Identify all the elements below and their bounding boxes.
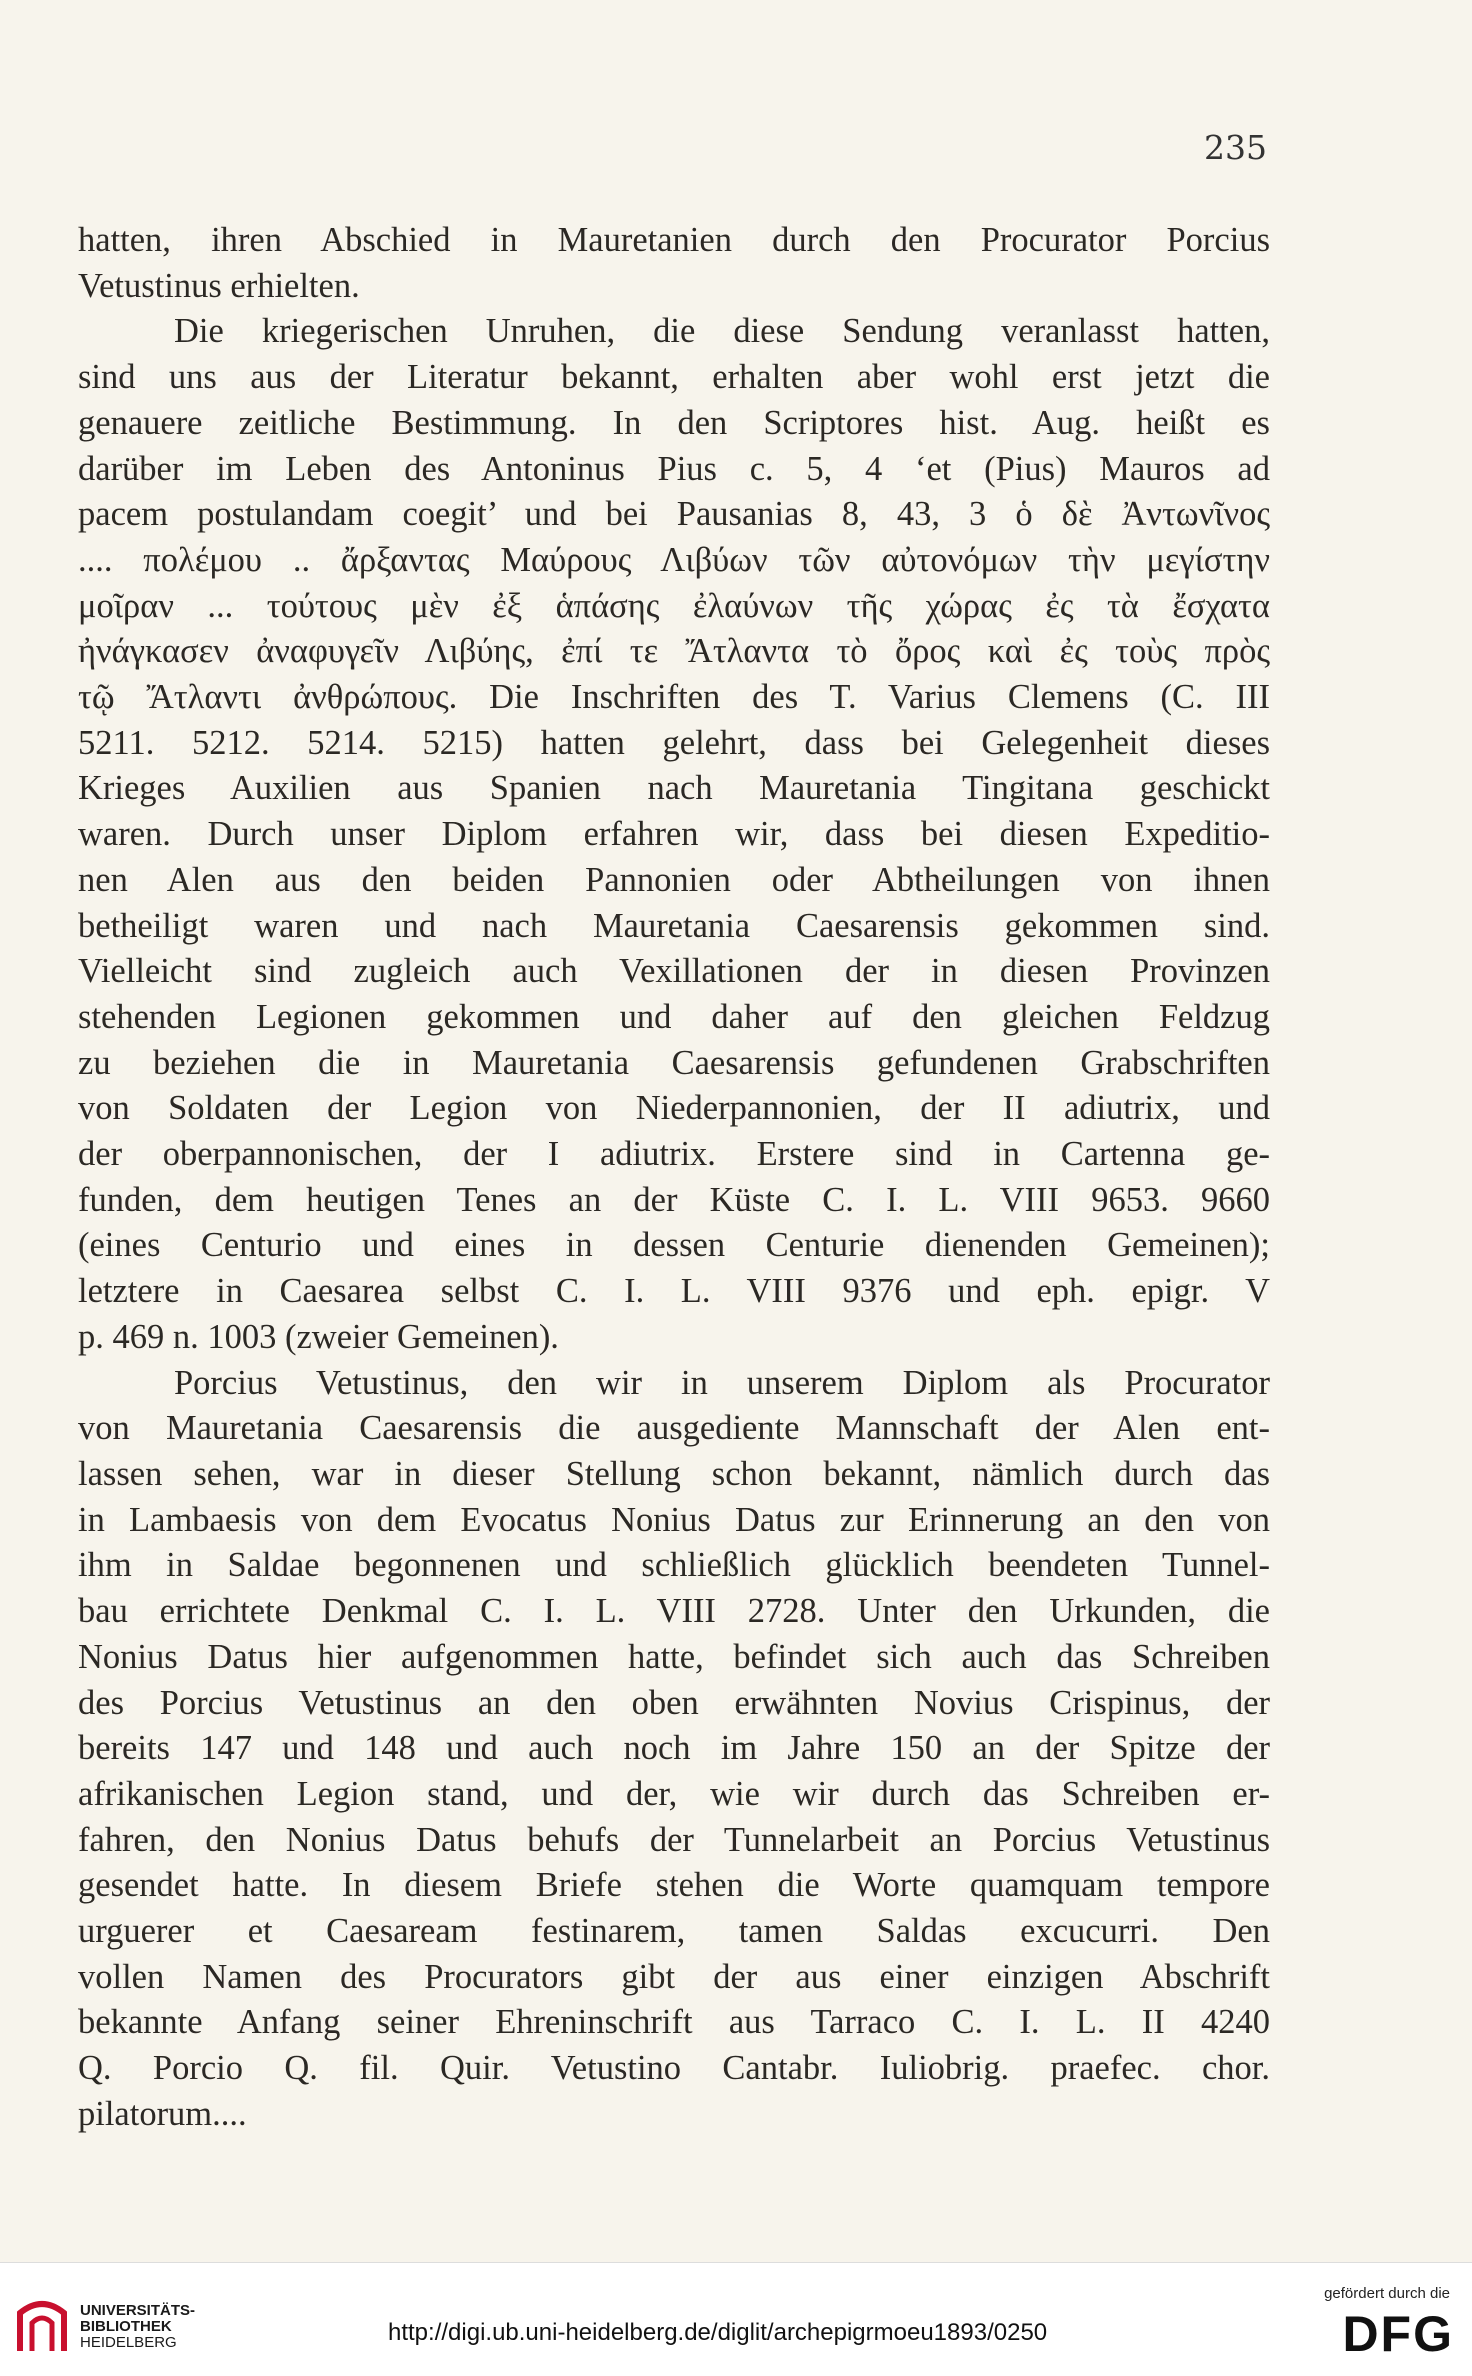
text-line: nen Alen aus den beiden Pannonien oder Abtheilungen von ihnen	[78, 860, 1270, 899]
text-line: bereits 147 und 148 und auch noch im Jahre 150 an der Spitze der	[78, 1729, 1270, 1768]
text-line: lassen sehen, war in dieser Stellung schon bekannt, nämlich durch das	[78, 1454, 1270, 1493]
text-line: afrikanischen Legion stand, und der, wie wir durch das Schreiben er-	[78, 1774, 1270, 1813]
text-line: hatten, ihren Abschied in Mauretanien durch den Procurator Porcius	[78, 221, 1270, 259]
text-line: μοῖραν ... τούτους μὲν ἐξ ἁπάσης ἐλαύνων τῆς χώρας ἐς τὰ ἔσχατα	[78, 586, 1270, 625]
library-name-line1: UNIVERSITÄTS-	[80, 2302, 196, 2319]
text-line: τῷ Ἄτλαντι ἀνθρώπους. Die Inschriften des T. Varius Clemens (C. III	[78, 678, 1270, 717]
text-line: pilatorum....	[78, 2094, 247, 2133]
dfg-logo[interactable]: DFG	[1342, 2306, 1454, 2362]
text-line: bekannte Anfang seiner Ehreninschrift aus Tarraco C. I. L. II 4240	[78, 2003, 1270, 2042]
library-name-line3: HEIDELBERG	[80, 2334, 177, 2351]
text-line: .... πολέμου .. ἄρξαντας Μαύρους Λιβύων τῶν αὐτονόμων τὴν μεγίστην	[78, 540, 1270, 579]
funded-by-label: gefördert durch die	[1324, 2285, 1450, 2302]
text-line: p. 469 n. 1003 (zweier Gemeinen).	[78, 1317, 559, 1356]
text-line: zu beziehen die in Mauretania Caesarensis gefundenen Grabschriften	[78, 1043, 1270, 1082]
text-line: Vielleicht sind zugleich auch Vexillationen der in diesen Provinzen	[78, 952, 1270, 991]
text-line: von Mauretania Caesarensis die ausgediente Mannschaft der Alen ent-	[78, 1409, 1270, 1448]
page-number: 235	[1204, 128, 1267, 167]
text-line: darüber im Leben des Antoninus Pius c. 5, 4 ‘et (Pius) Mauros ad	[78, 449, 1270, 488]
text-line: letztere in Caesarea selbst C. I. L. VIII 9376 und eph. epigr. V	[78, 1272, 1270, 1311]
university-library-logo-icon[interactable]	[12, 2293, 72, 2357]
text-line: pacem postulandam coegit’ und bei Pausanias 8, 43, 3 ὁ δὲ Ἀντωνῖνος	[78, 495, 1270, 534]
text-line: 5211. 5212. 5214. 5215) hatten gelehrt, dass bei Gelegenheit dieses	[78, 723, 1270, 762]
text-line: Q. Porcio Q. fil. Quir. Vetustino Cantabr. Iuliobrig. praefec. chor.	[78, 2049, 1270, 2088]
text-line: genauere zeitliche Bestimmung. In den Scriptores hist. Aug. heißt es	[78, 403, 1270, 442]
text-line: stehenden Legionen gekommen und daher auf den gleichen Feldzug	[78, 997, 1270, 1036]
text-line: ἠνάγκασεν ἀναφυγεῖν Λιβύης, ἐπί τε Ἄτλαντα τὸ ὄρος καὶ ἐς τοὺς πρὸς	[78, 632, 1270, 671]
text-line: gesendet hatte. In diesem Briefe stehen die Worte quamquam tempore	[78, 1866, 1270, 1905]
library-name-line2: BIBLIOTHEK	[80, 2318, 172, 2335]
text-line: Krieges Auxilien aus Spanien nach Mauretania Tingitana geschickt	[78, 769, 1270, 808]
text-line: fahren, den Nonius Datus behufs der Tunnelarbeit an Porcius Vetustinus	[78, 1820, 1270, 1859]
text-line: der oberpannonischen, der I adiutrix. Erstere sind in Cartenna ge-	[78, 1135, 1270, 1174]
text-line: sind uns aus der Literatur bekannt, erhalten aber wohl erst jetzt die	[78, 358, 1270, 397]
text-line: waren. Durch unser Diplom erfahren wir, dass bei diesen Expeditio-	[78, 815, 1270, 854]
footer-bar	[0, 2262, 1472, 2376]
text-line: urguerer et Caesaream festinarem, tamen Saldas excucurri. Den	[78, 1912, 1270, 1951]
text-line: des Porcius Vetustinus an den oben erwähnten Novius Crispinus, der	[78, 1683, 1270, 1722]
body-text	[78, 218, 1270, 2138]
text-line: Die kriegerischen Unruhen, die diese Sendung veranlasst hatten,	[174, 312, 1270, 351]
text-line: (eines Centurio und eines in dessen Centurie dienenden Gemeinen);	[78, 1226, 1270, 1265]
text-line: vollen Namen des Procurators gibt der aus einer einzigen Abschrift	[78, 1957, 1270, 1996]
text-line: Porcius Vetustinus, den wir in unserem Diplom als Procurator	[174, 1363, 1270, 1402]
text-line: funden, dem heutigen Tenes an der Küste C. I. L. VIII 9653. 9660	[78, 1180, 1270, 1219]
text-line: von Soldaten der Legion von Niederpannonien, der II adiutrix, und	[78, 1089, 1270, 1128]
text-line: Vetustinus erhielten.	[78, 266, 360, 305]
text-line: in Lambaesis von dem Evocatus Nonius Datus zur Erinnerung an den von	[78, 1500, 1270, 1539]
text-line: ihm in Saldae begonnenen und schließlich glücklich beendeten Tunnel-	[78, 1546, 1270, 1585]
text-line: bau errichtete Denkmal C. I. L. VIII 2728. Unter den Urkunden, die	[78, 1592, 1270, 1631]
text-line: betheiligt waren und nach Mauretania Caesarensis gekommen sind.	[78, 906, 1270, 945]
text-line: Nonius Datus hier aufgenommen hatte, befindet sich auch das Schreiben	[78, 1637, 1270, 1676]
library-name	[80, 2303, 195, 2351]
source-url-link[interactable]: http://digi.ub.uni-heidelberg.de/diglit/archepigrmoeu1893/0250	[388, 2319, 1048, 2346]
